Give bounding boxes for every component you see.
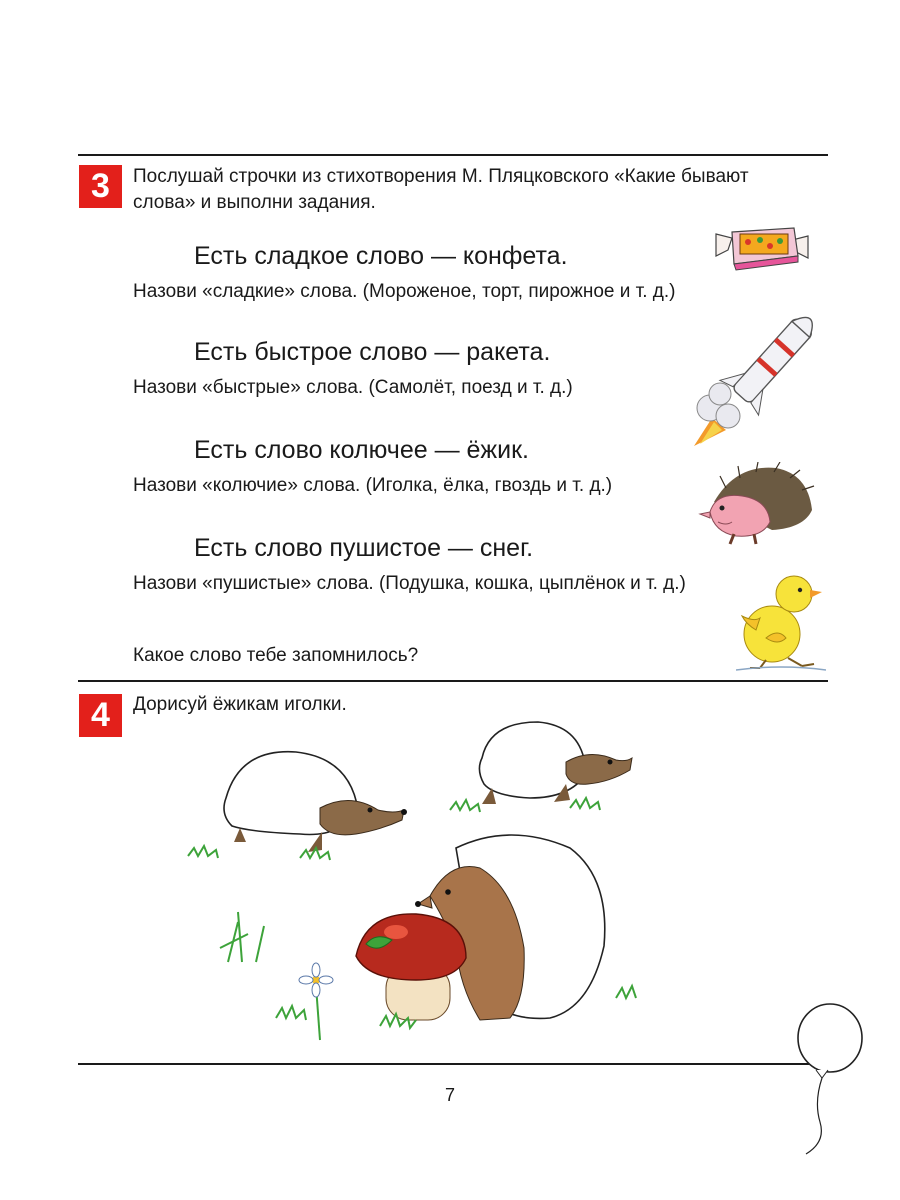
middle-rule: [78, 680, 828, 682]
hedgehog-left: [188, 752, 407, 860]
task-3: Назови «колючие» слова. (Иголка, ёлка, гвоздь и т. д.): [133, 475, 613, 496]
candy-icon: [712, 220, 812, 272]
chick-icon: [736, 572, 826, 674]
daisy-icon: [299, 963, 333, 1040]
task-2: Назови «быстрые» слова. (Самолёт, поезд и т. д.): [133, 377, 573, 398]
verse-1: Есть сладкое слово — конфета.: [194, 242, 568, 270]
exercise-3-instruction-line1: Послушай строчки из стихотворения М. Пляцковского «Какие бывают: [133, 166, 749, 187]
top-rule: [78, 154, 828, 156]
memory-question: Какое слово тебе запомнилось?: [133, 645, 419, 666]
task-4: Назови «пушистые» слова. (Подушка, кошка, цыплёнок и т. д.): [133, 573, 686, 594]
exercise-4-number: 4: [79, 694, 122, 737]
page-number: 7: [444, 1085, 455, 1105]
exercise-3-number: 3: [79, 165, 122, 208]
bottom-rule: [78, 1063, 814, 1065]
hedgehogs-illustration: [180, 718, 660, 1048]
hedgehog-icon: [696, 462, 816, 546]
exercise-4-instruction: Дорисуй ёжикам иголки.: [133, 694, 347, 715]
task-1: Назови «сладкие» слова. (Мороженое, торт, пирожное и т. д.): [133, 281, 676, 302]
balloon-icon: [786, 1002, 868, 1162]
verse-2: Есть быстрое слово — ракета.: [194, 338, 551, 366]
exercise-3-instruction-line2: слова» и выполни задания.: [133, 192, 376, 213]
rocket-icon: [686, 298, 822, 450]
verse-3: Есть слово колючее — ёжик.: [194, 436, 529, 464]
verse-4: Есть слово пушистое — снег.: [194, 534, 534, 562]
hedgehog-top: [450, 722, 632, 812]
hedgehog-big: [276, 835, 636, 1028]
